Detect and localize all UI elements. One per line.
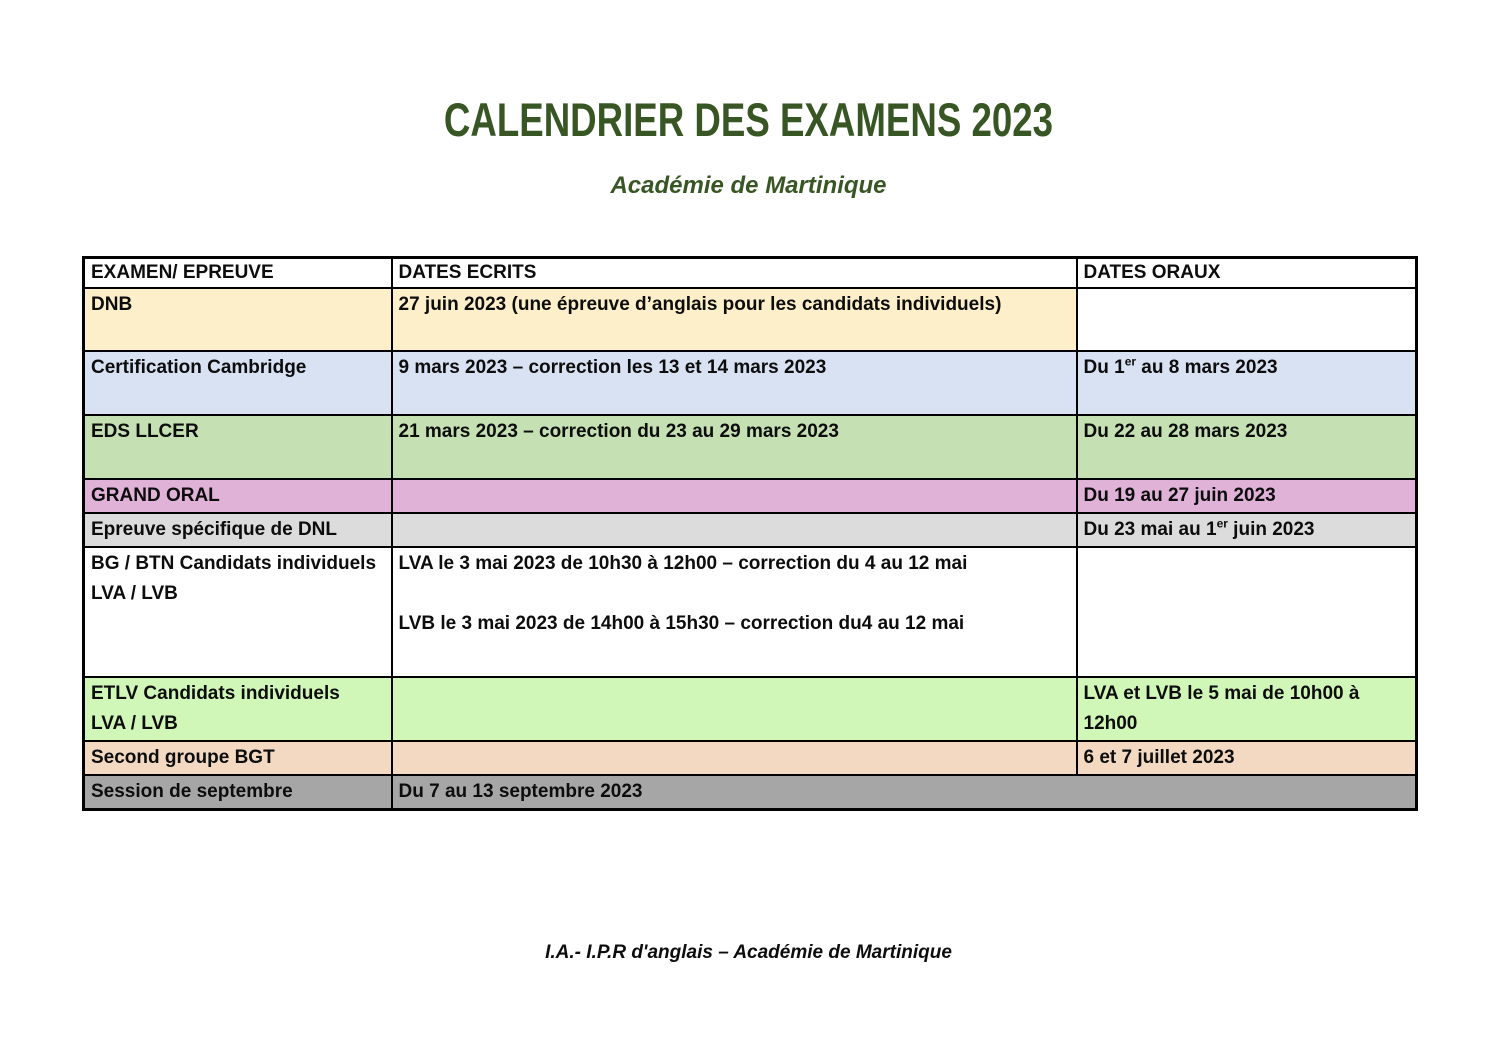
cell-ecrit-etlv: [392, 677, 1077, 741]
table-row-cambridge: [84, 351, 1417, 415]
oral-cambridge-superscript: er: [1124, 354, 1137, 369]
ecrit-bg-btn-lva: LVA le 3 mai 2023 de 10h30 à 12h00 – correction du 4 au 12 mai: [398, 553, 968, 574]
page-title: CALENDRIER DES EXAMENS 2023: [443, 93, 1054, 146]
cell-oral-etlv: LVA et LVB le 5 mai de 10h00 à 12h00: [1077, 677, 1417, 741]
cell-oral-bg-btn: [1077, 547, 1417, 677]
cell-exam-grand-oral: GRAND ORAL: [84, 479, 392, 513]
cell-oral-second-groupe: 6 et 7 juillet 2023: [1077, 741, 1417, 775]
cell-exam-etlv: [84, 677, 392, 741]
cell-oral-dnb: [1077, 288, 1417, 351]
exam-bg-btn-line1: BG / BTN Candidats individuels: [91, 553, 377, 574]
cell-ecrit-bg-btn: [392, 547, 1077, 677]
cell-ecrit-dnl: [392, 513, 1077, 547]
oral-cambridge-text: Du 1: [1083, 357, 1125, 378]
cell-ecrit-cambridge: 9 mars 2023 – correction les 13 et 14 mars 2023: [392, 351, 1077, 415]
exam-bg-btn-line2: LVA / LVB: [91, 583, 178, 604]
oral-dnl-text-end: juin 2023: [1227, 519, 1315, 540]
footer-note: I.A.- I.P.R d'anglais – Académie de Martinique: [545, 942, 952, 963]
cell-ecrit-dnb: 27 juin 2023 (une épreuve d’anglais pour les candidats individuels): [392, 288, 1077, 351]
table-row-second-groupe: [84, 741, 1417, 775]
cell-ecrit-grand-oral: [392, 479, 1077, 513]
title-container: [0, 92, 1497, 147]
table-row-etlv: [84, 677, 1417, 741]
col-header-dates-oraux: DATES ORAUX: [1077, 258, 1417, 289]
cell-exam-dnl: Epreuve spécifique de DNL: [84, 513, 392, 547]
footer-container: [0, 942, 1497, 964]
cell-oral-eds: Du 22 au 28 mars 2023: [1077, 415, 1417, 479]
cell-exam-dnb: DNB: [84, 288, 392, 351]
table-row-bg-btn: [84, 547, 1417, 677]
cell-exam-bg-btn: [84, 547, 392, 677]
col-header-dates-ecrits: DATES ECRITS: [392, 258, 1077, 289]
cell-oral-cambridge: [1077, 351, 1417, 415]
col-header-exam: EXAMEN/ EPREUVE: [84, 258, 392, 289]
table-row-eds-llcer: [84, 415, 1417, 479]
page-subtitle: Académie de Martinique: [610, 172, 887, 199]
cell-ecrit-eds: 21 mars 2023 – correction du 23 au 29 mars 2023: [392, 415, 1077, 479]
cell-oral-grand-oral: Du 19 au 27 juin 2023: [1077, 479, 1417, 513]
subtitle-container: [0, 172, 1497, 200]
ecrit-bg-btn-lvb: LVB le 3 mai 2023 de 14h00 à 15h30 – correction du4 au 12 mai: [398, 613, 965, 634]
table-row-dnl: [84, 513, 1417, 547]
oral-cambridge-text-end: au 8 mars 2023: [1136, 357, 1278, 378]
table-row-dnb: [84, 288, 1417, 351]
cell-ecrit-second-groupe: [392, 741, 1077, 775]
oral-dnl-text: Du 23 mai au 1: [1083, 519, 1217, 540]
exam-calendar-table: [82, 256, 1418, 811]
cell-exam-second-groupe: Second groupe BGT: [84, 741, 392, 775]
exam-etlv-line2: LVA / LVB: [91, 713, 178, 734]
cell-ecrit-septembre: Du 7 au 13 septembre 2023: [392, 775, 1417, 810]
cell-exam-cambridge: Certification Cambridge: [84, 351, 392, 415]
table-row-grand-oral: [84, 479, 1417, 513]
cell-oral-dnl: [1077, 513, 1417, 547]
table-row-septembre: [84, 775, 1417, 810]
oral-dnl-superscript: er: [1216, 516, 1228, 531]
cell-exam-eds: EDS LLCER: [84, 415, 392, 479]
exam-etlv-line1: ETLV Candidats individuels: [91, 683, 340, 704]
cell-exam-septembre: Session de septembre: [84, 775, 392, 810]
table-header-row: [84, 258, 1417, 289]
